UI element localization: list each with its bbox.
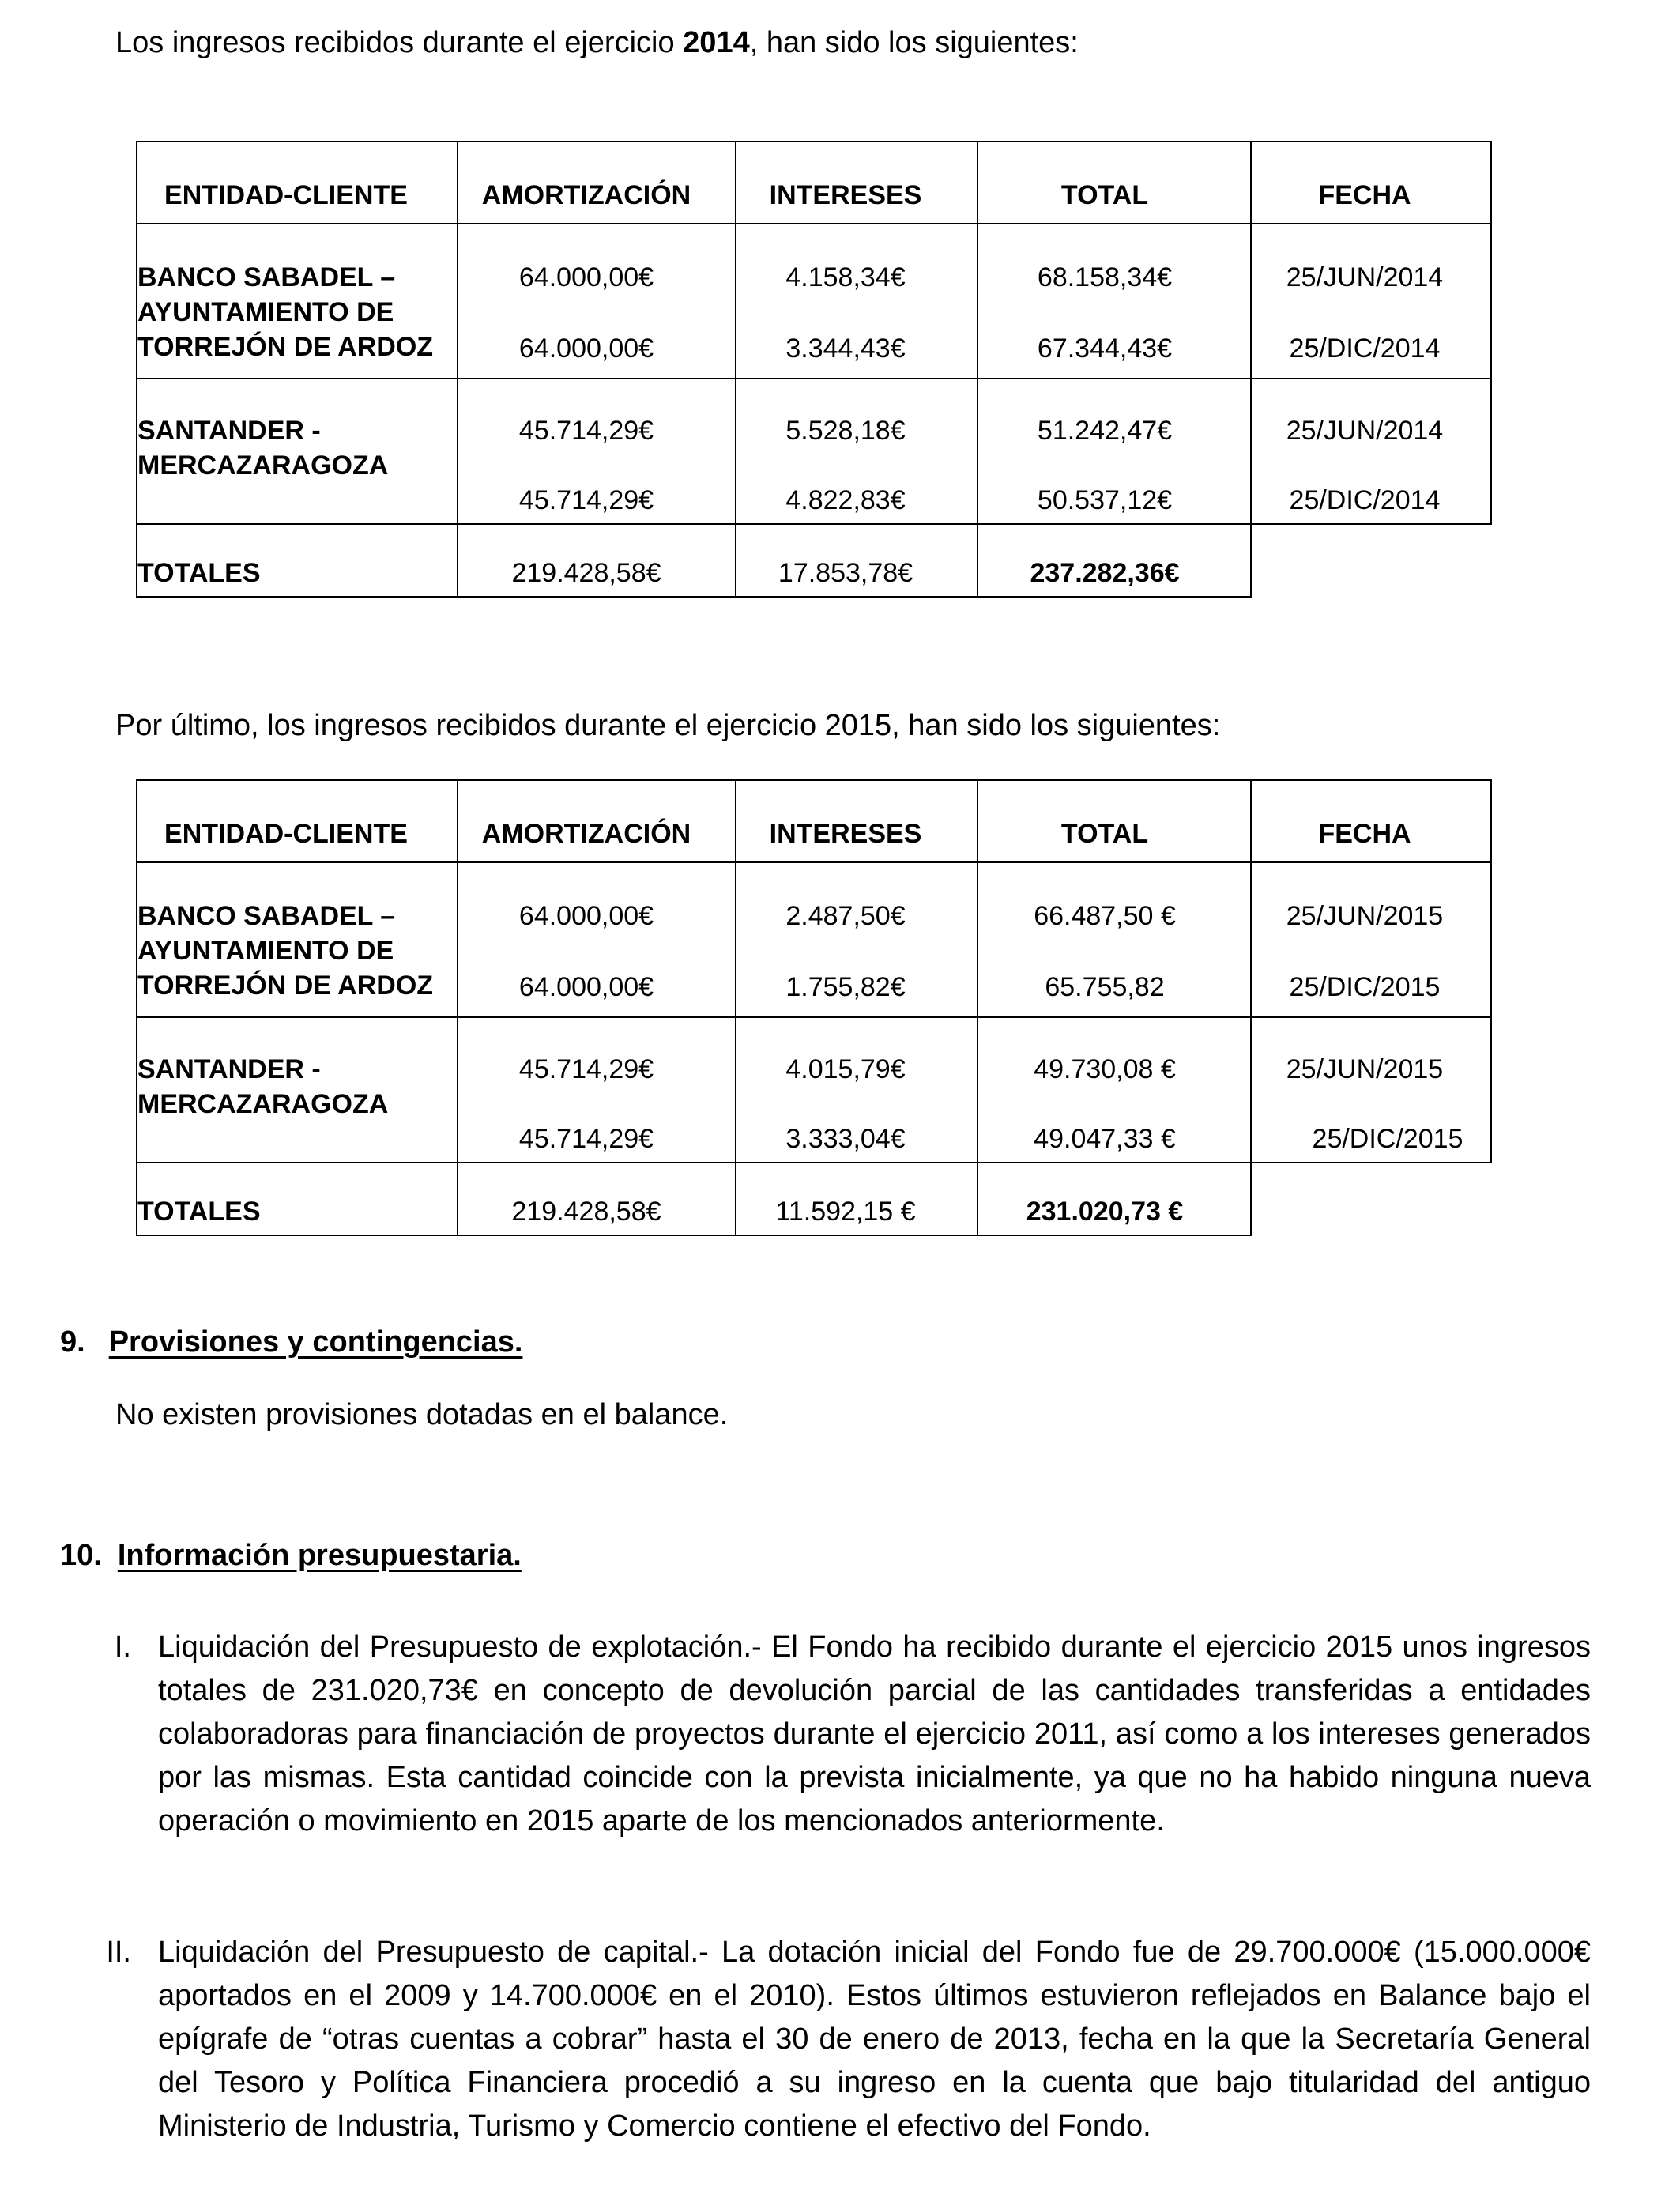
cell-amortizacion: 64.000,00€ [518,901,654,931]
cell-amortizacion: 45.714,29€ [518,416,654,446]
cell-total: 66.487,50 € [1034,901,1176,931]
cell-fecha: 25/DIC/2014 [1289,334,1441,364]
cell-total: 49.730,08 € [1034,1054,1176,1084]
cell-intereses: 4.015,79€ [785,1054,906,1084]
roman-numeral: I. [114,1630,131,1664]
cell-fecha: 25/JUN/2014 [1286,416,1444,446]
entity-label: BANCO SABADEL – [137,901,396,931]
cell-intereses: 3.333,04€ [785,1124,906,1154]
cell-fecha: 25/JUN/2014 [1286,262,1444,292]
cell-total: 50.537,12€ [1037,485,1173,515]
intro-2015: Por último, los ingresos recibidos durante el ejercicio 2015, han sido los siguientes: [115,709,1221,742]
cell-intereses: 2.487,50€ [785,901,906,931]
table-2015 [136,779,1492,1236]
section-number: 9. [60,1325,85,1359]
cell-intereses: 1.755,82€ [785,972,906,1002]
cell-fecha: 25/DIC/2015 [1312,1124,1463,1154]
total-amortizacion: 219.428,58€ [511,558,661,588]
header-fecha: FECHA [1318,819,1411,849]
section-10-heading [60,1536,522,1574]
cell-intereses: 3.344,43€ [785,334,906,364]
section-9-text: No existen provisiones dotadas en el balance. [115,1398,729,1431]
total-intereses: 11.592,15 € [775,1197,916,1227]
cell-fecha: 25/JUN/2015 [1286,901,1444,931]
cell-intereses: 4.158,34€ [785,262,906,292]
cell-amortizacion: 64.000,00€ [518,972,654,1002]
cell-total: 68.158,34€ [1037,262,1173,292]
section-9-heading [60,1323,522,1361]
cell-amortizacion: 64.000,00€ [518,262,654,292]
entity-label: AYUNTAMIENTO DE [137,297,394,327]
cell-total: 67.344,43€ [1037,334,1173,364]
header-total: TOTAL [1060,819,1149,849]
header-amortizacion: AMORTIZACIÓN [481,819,691,849]
entity-label: TORREJÓN DE ARDOZ [137,971,434,1001]
section-title: Información presupuestaria. [117,1539,522,1572]
table-2014 [136,141,1492,598]
total-intereses: 17.853,78€ [778,558,913,588]
cell-intereses: 5.528,18€ [785,416,906,446]
header-amortizacion: AMORTIZACIÓN [481,180,691,210]
totals-label: TOTALES [137,1197,261,1227]
roman-numeral: II. [106,1936,131,1969]
cell-total: 65.755,82 [1045,972,1165,1002]
totals-label: TOTALES [137,558,261,588]
cell-amortizacion: 45.714,29€ [518,1054,654,1084]
entity-label: BANCO SABADEL – [137,262,396,292]
cell-amortizacion: 64.000,00€ [518,334,654,364]
cell-intereses: 4.822,83€ [785,485,906,515]
cell-total: 49.047,33 € [1034,1124,1176,1154]
header-entidad: ENTIDAD-CLIENTE [164,819,408,849]
entity-label: SANTANDER - [137,416,321,446]
header-intereses: INTERESES [769,819,922,849]
entity-label: MERCAZARAGOZA [137,1089,389,1119]
cell-fecha: 25/DIC/2015 [1289,972,1441,1002]
grand-total: 237.282,36€ [1030,558,1180,588]
entity-label: AYUNTAMIENTO DE [137,936,394,966]
budget-item-text: Liquidación del Presupuesto de capital.- La dotación inicial del Fondo fue de 29.700.000€ (15.000.000€ aportados en el 2009 y 14.700.000€ en el 2010). Estos últimos estuvieron reflejados en Balance bajo el epígrafe de “otras cuentas a cobrar” hasta el 30 de enero de 2013, fecha en la que la Secretaría General del Tesoro y Política Financiera procedió a su ingreso en la cuenta que bajo titularidad del antiguo Ministerio de Industria, Turismo y Comercio contiene el efectivo del Fondo. [158,1936,1591,2143]
cell-fecha: 25/DIC/2014 [1289,485,1441,515]
cell-amortizacion: 45.714,29€ [518,1124,654,1154]
header-total: TOTAL [1060,180,1149,210]
section-title: Provisiones y contingencias. [108,1325,523,1359]
cell-amortizacion: 45.714,29€ [518,485,654,515]
header-fecha: FECHA [1318,180,1411,210]
intro-2014-year: 2014 [683,26,750,59]
total-amortizacion: 219.428,58€ [511,1197,661,1227]
budget-item-text: Liquidación del Presupuesto de explotación.- El Fondo ha recibido durante el ejercicio 2015 unos ingresos totales de 231.020,73€ en concepto de devolución parcial de las cantidades transferidas a entidades colaboradoras para financiación de proyectos durante el ejercicio 2011, así como a los intereses generados por las mismas. Esta cantidad coincide con la prevista inicialmente, ya que no ha habido ninguna nueva operación o movimiento en 2015 aparte de los mencionados anteriormente. [158,1630,1591,1838]
entity-label: MERCAZARAGOZA [137,450,389,481]
entity-label: TORREJÓN DE ARDOZ [137,332,434,362]
header-intereses: INTERESES [769,180,922,210]
header-entidad: ENTIDAD-CLIENTE [164,180,408,210]
cell-total: 51.242,47€ [1037,416,1173,446]
cell-fecha: 25/JUN/2015 [1286,1054,1444,1084]
grand-total: 231.020,73 € [1026,1197,1184,1227]
entity-label: SANTANDER - [137,1054,321,1084]
intro-2014: Los ingresos recibidos durante el ejercicio 2014, han sido los siguientes: [115,26,1079,59]
section-number: 10. [60,1539,102,1572]
